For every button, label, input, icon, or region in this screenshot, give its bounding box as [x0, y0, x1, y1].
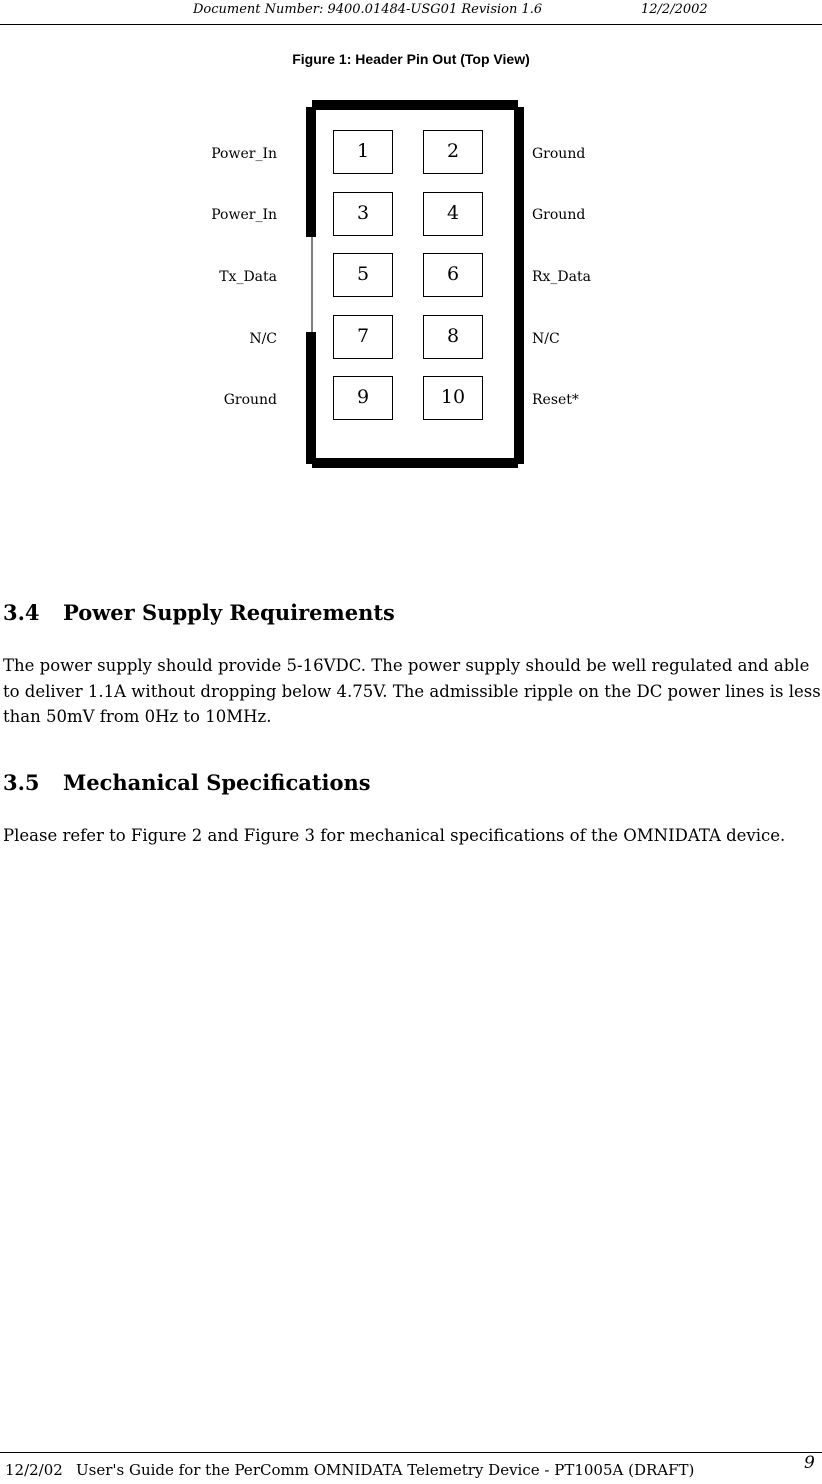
header-connector-outline [0, 0, 822, 480]
pin-box: 9 [333, 376, 393, 420]
pin-label-left: Tx_Data [219, 269, 277, 285]
page-footer [0, 1452, 822, 1484]
pin-label-right: Ground [532, 146, 586, 162]
pin-label-left: Power_In [211, 146, 277, 162]
pin-label-right: Ground [532, 207, 586, 223]
pin-box: 7 [333, 315, 393, 359]
pin-box: 1 [333, 130, 393, 174]
pin-label-left: N/C [249, 331, 277, 347]
section-heading [3, 600, 395, 625]
pin-label-left: Power_In [211, 207, 277, 223]
pin-box: 8 [423, 315, 483, 359]
pin-box: 6 [423, 253, 483, 297]
pin-label-left: Ground [223, 392, 277, 408]
section-heading [3, 770, 371, 795]
page-number: 9 [804, 1453, 815, 1473]
pin-label-right: Reset* [532, 392, 579, 408]
pin-box: 3 [333, 192, 393, 236]
pin-label-right: Rx_Data [532, 269, 591, 285]
section-number: 3.5 [3, 770, 40, 795]
footer-date: 12/2/02 [5, 1461, 63, 1479]
section-title: Mechanical Specifications [63, 770, 371, 795]
figure-caption: Figure 1: Header Pin Out (Top View) [292, 51, 530, 67]
pin-box: 5 [333, 253, 393, 297]
document-number: Document Number: 9400.01484-USG01 Revision 1.6 [193, 2, 543, 17]
footer-title: User's Guide for the PerComm OMNIDATA Telemetry Device - PT1005A (DRAFT) [76, 1461, 695, 1479]
pin-box: 10 [423, 376, 483, 420]
section-number: 3.4 [3, 600, 40, 625]
section-body: Please refer to Figure 2 and Figure 3 for mechanical specifications of the OMNIDATA device. [3, 826, 786, 845]
pin-box: 2 [423, 130, 483, 174]
pin-box: 4 [423, 192, 483, 236]
section-body: The power supply should provide 5-16VDC. The power supply should be well regulated and able to deliver 1.1A without dropping below 4.75V. The admissible ripple on the DC power lines is less than 50mV from 0Hz to 10MHz. [3, 656, 821, 726]
pin-label-right: N/C [532, 331, 560, 347]
header-date: 12/2/2002 [641, 2, 708, 17]
section-title: Power Supply Requirements [63, 600, 395, 625]
